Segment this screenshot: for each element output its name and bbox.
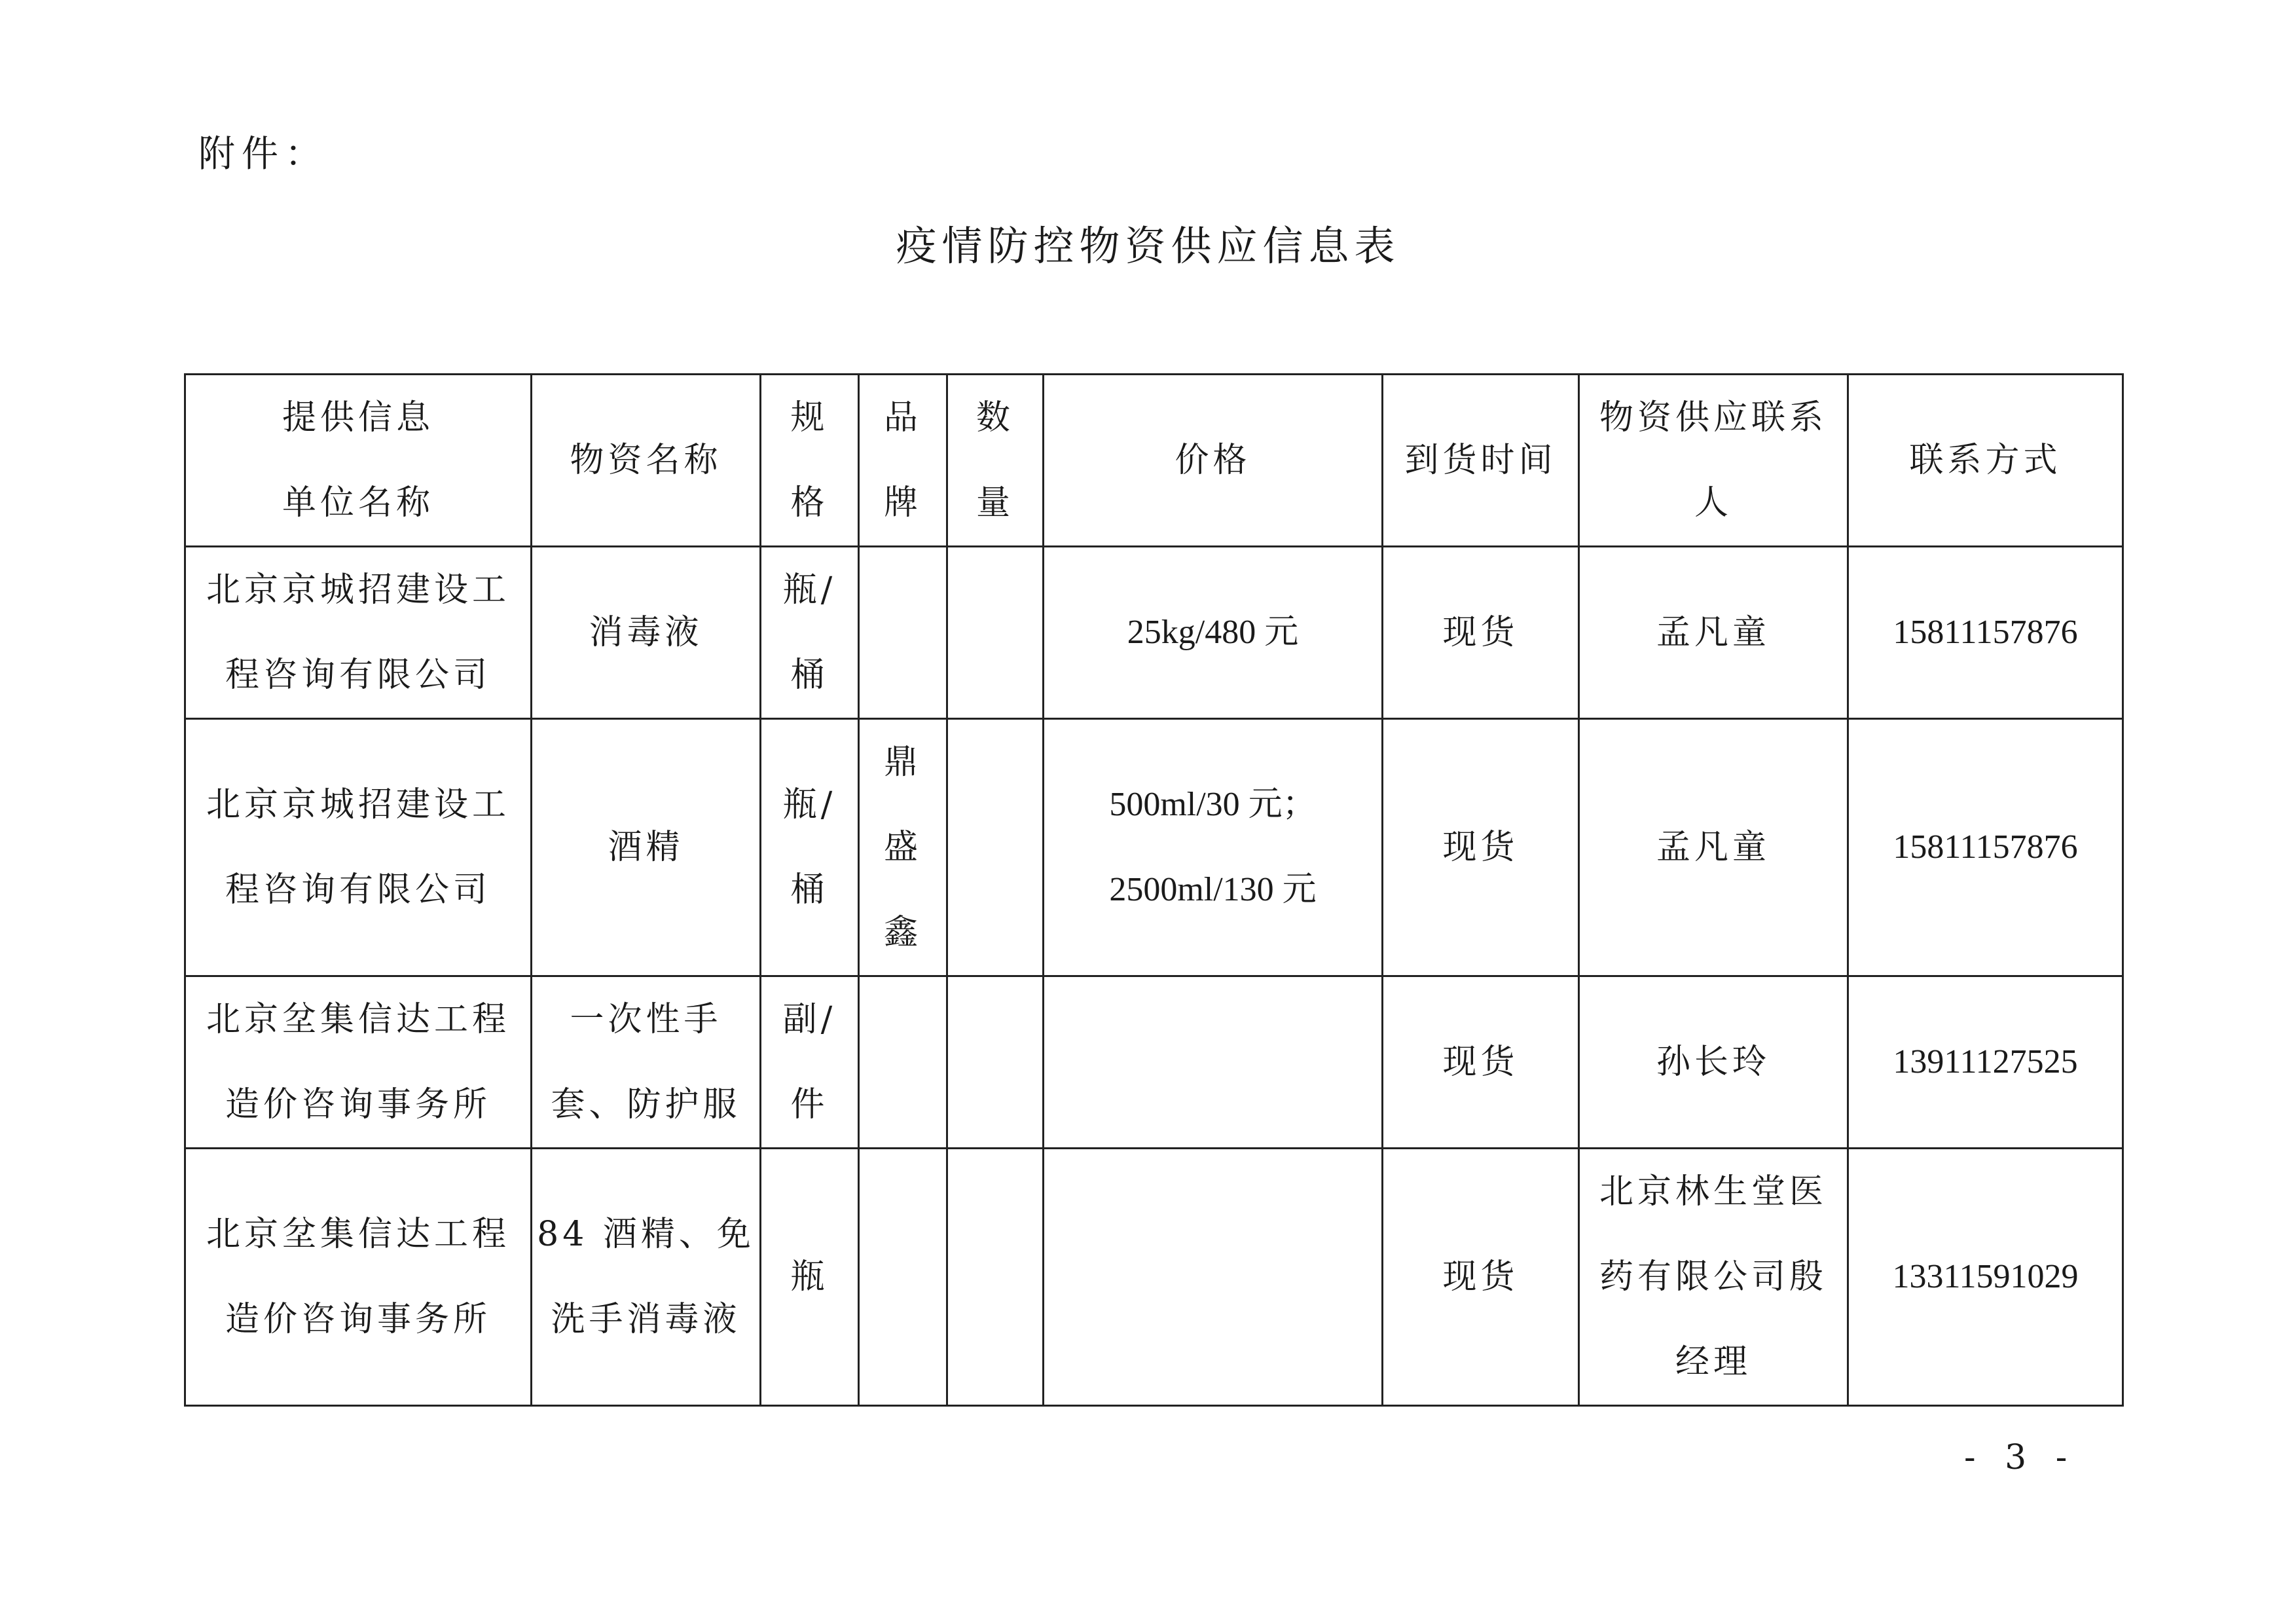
supply-info-table — [184, 373, 2124, 1407]
table-body — [185, 547, 2123, 1406]
table-row — [185, 976, 2123, 1149]
cell-arrival: 现货 — [1383, 547, 1579, 719]
header-material: 物资名称 — [532, 375, 761, 547]
cell-unit: 北京京城招建设工 程咨询有限公司 — [185, 547, 532, 719]
cell-price: 500ml/30 元； 2500ml/130 元 — [1044, 719, 1383, 976]
cell-spec: 瓶 — [761, 1149, 859, 1406]
cell-price — [1044, 1149, 1383, 1406]
cell-brand — [859, 976, 947, 1149]
header-contact-person: 物资供应联系 人 — [1579, 375, 1848, 547]
cell-brand — [859, 1149, 947, 1406]
page-number: - 3 - — [1964, 1438, 2077, 1477]
cell-unit: 北京坌集信达工程 造价咨询事务所 — [185, 1149, 532, 1406]
cell-spec: 瓶/ 桶 — [761, 719, 859, 976]
cell-material: 消毒液 — [532, 547, 761, 719]
page-title: 疫情防控物资供应信息表 — [896, 222, 1400, 270]
cell-arrival: 现货 — [1383, 1149, 1579, 1406]
header-unit: 提供信息 单位名称 — [185, 375, 532, 547]
header-arrival: 到货时间 — [1383, 375, 1579, 547]
cell-brand: 鼎 盛 鑫 — [859, 719, 947, 976]
table-row — [185, 719, 2123, 976]
cell-contact: 13311591029 — [1848, 1149, 2123, 1406]
cell-quantity — [947, 547, 1044, 719]
cell-contact-person: 北京林生堂医 药有限公司殷 经理 — [1579, 1149, 1848, 1406]
cell-price: 25kg/480 元 — [1044, 547, 1383, 719]
cell-arrival: 现货 — [1383, 976, 1579, 1149]
table-row — [185, 1149, 2123, 1406]
table-row — [185, 547, 2123, 719]
cell-material: 84 酒精、免 洗手消毒液 — [532, 1149, 761, 1406]
cell-contact: 15811157876 — [1848, 547, 2123, 719]
header-contact: 联系方式 — [1848, 375, 2123, 547]
cell-spec: 副/ 件 — [761, 976, 859, 1149]
cell-contact: 15811157876 — [1848, 719, 2123, 976]
cell-brand — [859, 547, 947, 719]
cell-price — [1044, 976, 1383, 1149]
cell-quantity — [947, 1149, 1044, 1406]
header-brand: 品 牌 — [859, 375, 947, 547]
header-quantity: 数 量 — [947, 375, 1044, 547]
cell-quantity — [947, 976, 1044, 1149]
cell-arrival: 现货 — [1383, 719, 1579, 976]
cell-quantity — [947, 719, 1044, 976]
header-price: 价格 — [1044, 375, 1383, 547]
cell-contact-person: 孙长玲 — [1579, 976, 1848, 1149]
cell-contact-person: 孟凡童 — [1579, 547, 1848, 719]
cell-contact: 13911127525 — [1848, 976, 2123, 1149]
cell-material: 酒精 — [532, 719, 761, 976]
cell-material: 一次性手 套、防护服 — [532, 976, 761, 1149]
table-header-row — [185, 375, 2123, 547]
attachment-label: 附件： — [198, 133, 328, 175]
cell-unit: 北京京城招建设工 程咨询有限公司 — [185, 719, 532, 976]
header-spec: 规 格 — [761, 375, 859, 547]
cell-spec: 瓶/ 桶 — [761, 547, 859, 719]
cell-contact-person: 孟凡童 — [1579, 719, 1848, 976]
cell-unit: 北京坌集信达工程 造价咨询事务所 — [185, 976, 532, 1149]
